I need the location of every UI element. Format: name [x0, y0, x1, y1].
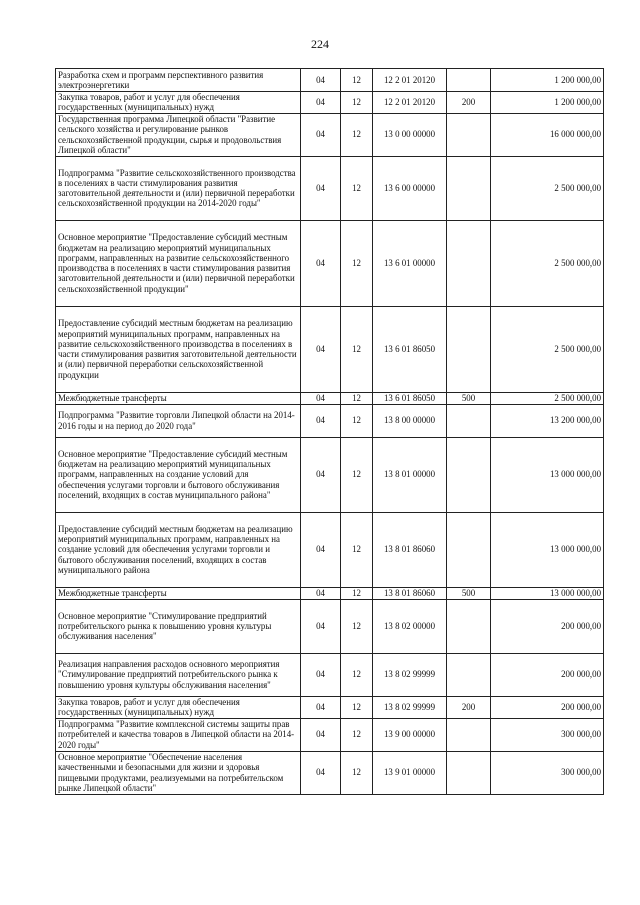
row-target-article-cell: 13 8 01 86060 [373, 587, 447, 599]
table-row [56, 437, 604, 512]
row-subsection-cell: 12 [341, 220, 373, 306]
row-target-article-cell: 13 6 01 00000 [373, 220, 447, 306]
row-section-cell: 04 [301, 751, 341, 794]
table-row [56, 69, 604, 92]
row-section-cell: 04 [301, 512, 341, 587]
row-target-article-cell: 12 2 01 20120 [373, 92, 447, 114]
row-expense-type-cell [447, 113, 491, 156]
row-amount-cell: 200 000,00 [491, 696, 604, 718]
table-row [56, 92, 604, 114]
row-name-cell: Подпрограмма "Развитие сельскохозяйственного производства в поселениях в части стимулирования развития заготовительной деятельности и (или) первичной переработки сельскохозяйственной продукции на 2014-2020 годы" [56, 156, 301, 220]
row-amount-cell: 300 000,00 [491, 751, 604, 794]
row-amount-cell: 13 000 000,00 [491, 512, 604, 587]
row-section-cell: 04 [301, 653, 341, 696]
row-target-article-cell: 13 8 02 00000 [373, 599, 447, 653]
table-row [56, 306, 604, 392]
row-name-cell: Основное мероприятие "Предоставление субсидий местным бюджетам на реализацию мероприятий муниципальных программ, направленных на развитие сельскохозяйственного производства в поселениях в части стимулирования развития заготовительной деятельности и (или) первичной переработки сельскохозяйственной продукции" [56, 220, 301, 306]
table-row [56, 599, 604, 653]
row-name-cell: Закупка товаров, работ и услуг для обеспечения государственных (муниципальных) нужд [56, 92, 301, 114]
row-amount-cell: 300 000,00 [491, 718, 604, 751]
row-expense-type-cell: 200 [447, 696, 491, 718]
table-row [56, 404, 604, 437]
row-expense-type-cell: 500 [447, 392, 491, 404]
row-name-cell: Подпрограмма "Развитие торговли Липецкой области на 2014-2016 годы и на период до 2020 года" [56, 404, 301, 437]
row-amount-cell: 13 200 000,00 [491, 404, 604, 437]
row-subsection-cell: 12 [341, 751, 373, 794]
row-subsection-cell: 12 [341, 113, 373, 156]
row-name-cell: Основное мероприятие "Обеспечение населения качественными и безопасными для жизни и здоровья пищевыми продуктами, реализуемыми на потребительском рынке Липецкой области" [56, 751, 301, 794]
row-expense-type-cell [447, 437, 491, 512]
row-section-cell: 04 [301, 599, 341, 653]
row-section-cell: 04 [301, 92, 341, 114]
row-subsection-cell: 12 [341, 696, 373, 718]
row-expense-type-cell [447, 599, 491, 653]
row-name-cell: Предоставление субсидий местным бюджетам на реализацию мероприятий муниципальных программ, направленных на развитие сельскохозяйственного производства в поселениях в части стимулирования развития заготовительной деятельности и (или) первичной переработки сельскохозяйственной продукции [56, 306, 301, 392]
row-name-cell: Государственная программа Липецкой области "Развитие сельского хозяйства и регулирование рынков сельскохозяйственной продукции, сырья и продовольствия Липецкой области" [56, 113, 301, 156]
row-expense-type-cell [447, 156, 491, 220]
row-amount-cell: 2 500 000,00 [491, 156, 604, 220]
row-subsection-cell: 12 [341, 156, 373, 220]
row-amount-cell: 2 500 000,00 [491, 220, 604, 306]
row-section-cell: 04 [301, 113, 341, 156]
table-row [56, 587, 604, 599]
table-row [56, 696, 604, 718]
budget-table [55, 68, 604, 795]
row-target-article-cell: 13 8 01 00000 [373, 437, 447, 512]
row-name-cell: Основное мероприятие "Предоставление субсидий местным бюджетам на реализацию мероприятий муниципальных программ, направленных на создание условий для обеспечения услугами торговли и бытового обслуживания поселений, входящих в состав муниципального района" [56, 437, 301, 512]
row-target-article-cell: 13 8 00 00000 [373, 404, 447, 437]
row-name-cell: Реализация направления расходов основного мероприятия "Стимулирование предприятий потребительского рынка к повышению уровня культуры обслуживания населения" [56, 653, 301, 696]
table-row [56, 220, 604, 306]
row-expense-type-cell [447, 512, 491, 587]
row-target-article-cell: 13 9 00 00000 [373, 718, 447, 751]
row-amount-cell: 2 500 000,00 [491, 392, 604, 404]
row-expense-type-cell [447, 404, 491, 437]
row-target-article-cell: 13 6 01 86050 [373, 306, 447, 392]
row-subsection-cell: 12 [341, 587, 373, 599]
row-amount-cell: 13 000 000,00 [491, 587, 604, 599]
row-name-cell: Разработка схем и программ перспективного развития электроэнергетики [56, 69, 301, 92]
row-section-cell: 04 [301, 156, 341, 220]
row-target-article-cell: 13 8 01 86060 [373, 512, 447, 587]
row-subsection-cell: 12 [341, 512, 373, 587]
row-target-article-cell: 13 8 02 99999 [373, 653, 447, 696]
table-row [56, 113, 604, 156]
row-section-cell: 04 [301, 587, 341, 599]
table-row [56, 751, 604, 794]
row-target-article-cell: 13 6 01 86050 [373, 392, 447, 404]
row-expense-type-cell [447, 718, 491, 751]
row-name-cell: Подпрограмма "Развитие комплексной системы защиты прав потребителей и качества товаров в Липецкой области на 2014-2020 годы" [56, 718, 301, 751]
row-section-cell: 04 [301, 718, 341, 751]
row-subsection-cell: 12 [341, 392, 373, 404]
row-amount-cell: 13 000 000,00 [491, 437, 604, 512]
table-row [56, 718, 604, 751]
row-name-cell: Межбюджетные трансферты [56, 587, 301, 599]
row-target-article-cell: 13 8 02 99999 [373, 696, 447, 718]
row-amount-cell: 1 200 000,00 [491, 69, 604, 92]
table-row [56, 392, 604, 404]
row-section-cell: 04 [301, 404, 341, 437]
row-expense-type-cell [447, 69, 491, 92]
row-section-cell: 04 [301, 437, 341, 512]
row-subsection-cell: 12 [341, 404, 373, 437]
row-subsection-cell: 12 [341, 437, 373, 512]
row-amount-cell: 200 000,00 [491, 599, 604, 653]
row-section-cell: 04 [301, 306, 341, 392]
row-name-cell: Закупка товаров, работ и услуг для обеспечения государственных (муниципальных) нужд [56, 696, 301, 718]
row-name-cell: Основное мероприятие "Стимулирование предприятий потребительского рынка к повышению уровня культуры обслуживания населения" [56, 599, 301, 653]
row-subsection-cell: 12 [341, 599, 373, 653]
row-subsection-cell: 12 [341, 653, 373, 696]
row-target-article-cell: 12 2 01 20120 [373, 69, 447, 92]
row-section-cell: 04 [301, 392, 341, 404]
row-amount-cell: 200 000,00 [491, 653, 604, 696]
row-subsection-cell: 12 [341, 92, 373, 114]
row-subsection-cell: 12 [341, 718, 373, 751]
row-expense-type-cell [447, 751, 491, 794]
row-section-cell: 04 [301, 69, 341, 92]
row-name-cell: Предоставление субсидий местным бюджетам на реализацию мероприятий муниципальных программ, направленных на создание условий для обеспечения услугами торговли и бытового обслуживания поселений, входящих в состав муниципального района [56, 512, 301, 587]
row-section-cell: 04 [301, 696, 341, 718]
row-target-article-cell: 13 9 01 00000 [373, 751, 447, 794]
table-row [56, 512, 604, 587]
row-expense-type-cell: 500 [447, 587, 491, 599]
table-row [56, 653, 604, 696]
row-name-cell: Межбюджетные трансферты [56, 392, 301, 404]
row-expense-type-cell: 200 [447, 92, 491, 114]
row-target-article-cell: 13 0 00 00000 [373, 113, 447, 156]
row-expense-type-cell [447, 306, 491, 392]
budget-table-body [56, 69, 604, 795]
row-expense-type-cell [447, 653, 491, 696]
row-expense-type-cell [447, 220, 491, 306]
row-subsection-cell: 12 [341, 306, 373, 392]
row-section-cell: 04 [301, 220, 341, 306]
row-subsection-cell: 12 [341, 69, 373, 92]
table-row [56, 156, 604, 220]
row-amount-cell: 2 500 000,00 [491, 306, 604, 392]
row-amount-cell: 1 200 000,00 [491, 92, 604, 114]
row-amount-cell: 16 000 000,00 [491, 113, 604, 156]
page-number: 224 [311, 37, 329, 51]
row-target-article-cell: 13 6 00 00000 [373, 156, 447, 220]
